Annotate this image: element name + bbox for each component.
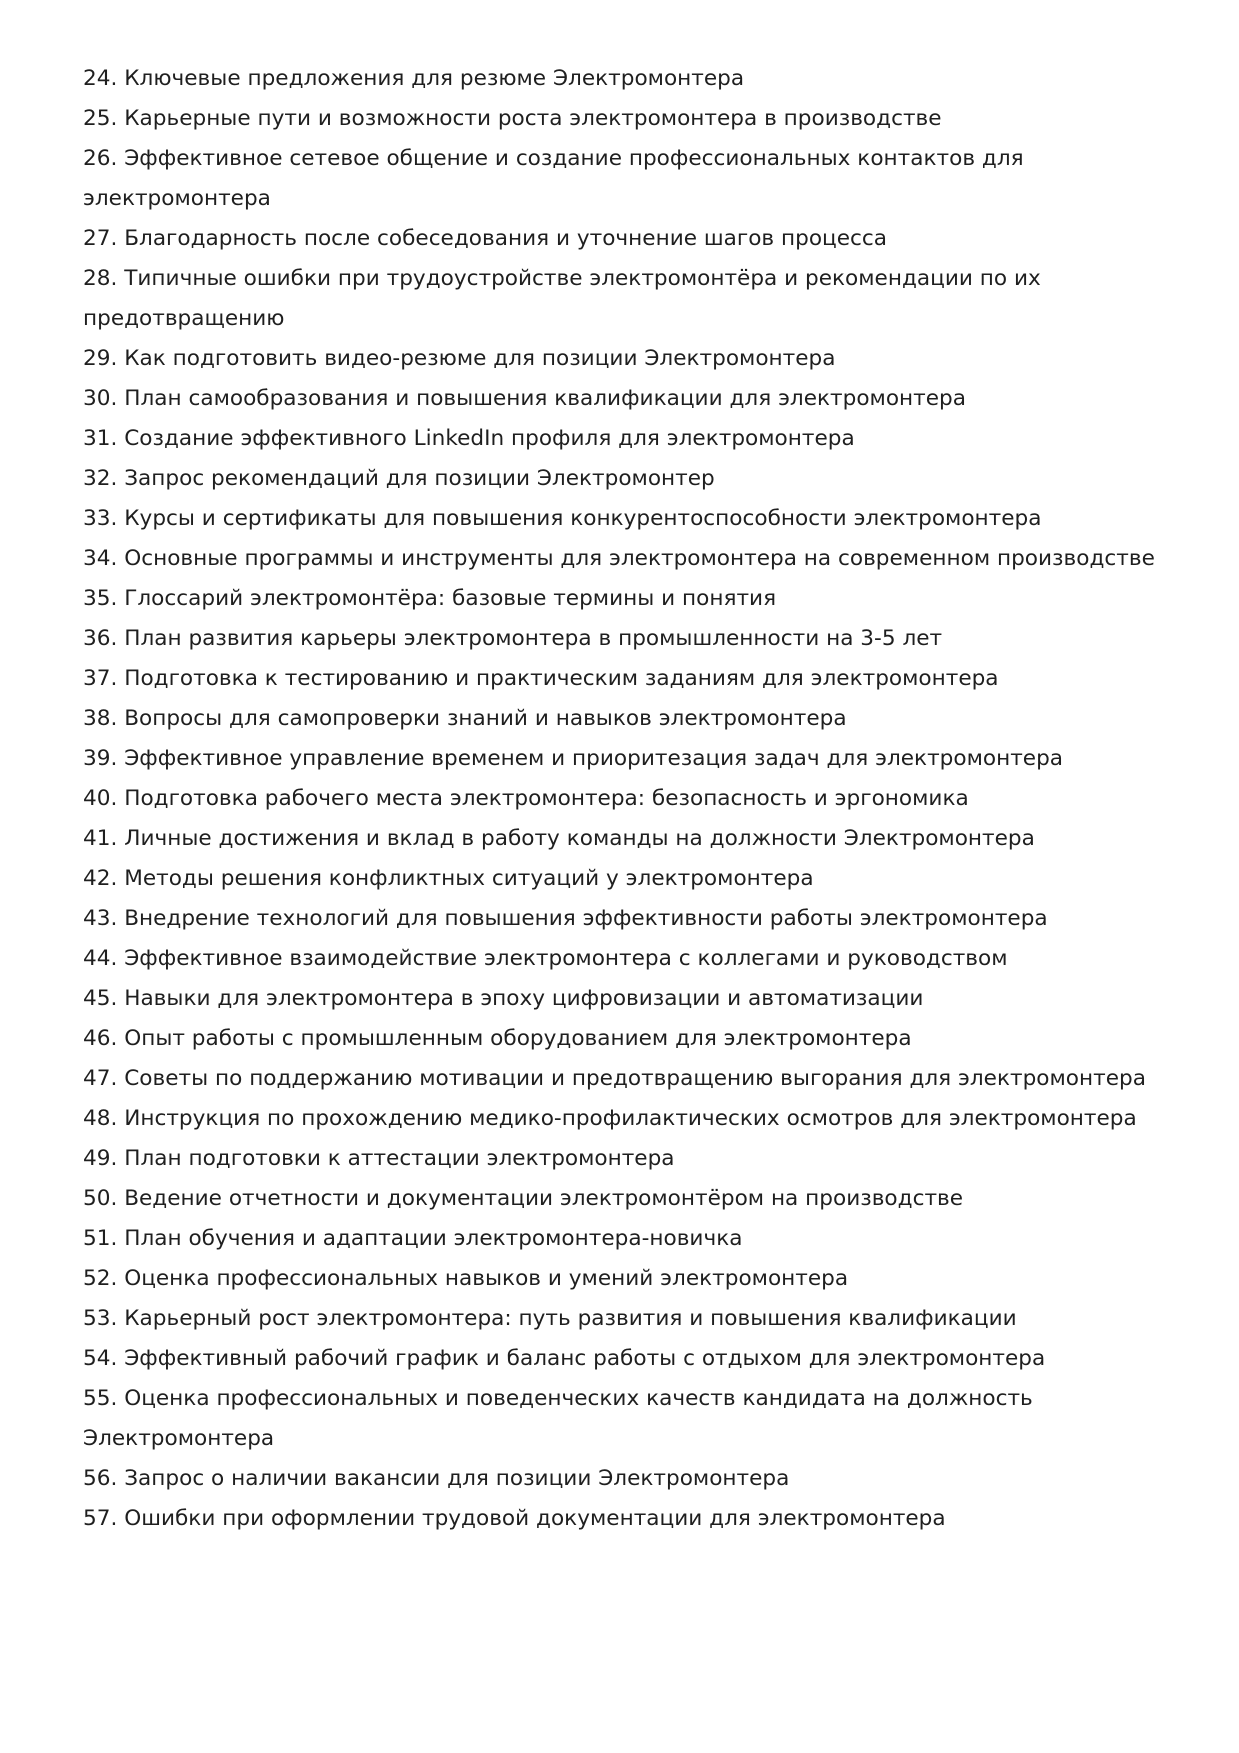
- list-item: 30. План самообразования и повышения квалификации для электромонтера: [83, 386, 966, 411]
- topic-list: [83, 59, 1168, 1539]
- list-item: 55. Оценка профессиональных и поведенческих качеств кандидата на должность Электромонтера: [83, 1386, 1033, 1451]
- list-item: 44. Эффективное взаимодействие электромонтера с коллегами и руководством: [83, 946, 1008, 971]
- list-item: 34. Основные программы и инструменты для электромонтера на современном производстве: [83, 546, 1155, 571]
- list-item: 53. Карьерный рост электромонтера: путь развития и повышения квалификации: [83, 1306, 1017, 1331]
- list-item: 47. Советы по поддержанию мотивации и предотвращению выгорания для электромонтера: [83, 1066, 1146, 1091]
- list-item: 40. Подготовка рабочего места электромонтера: безопасность и эргономика: [83, 786, 969, 811]
- list-item: 45. Навыки для электромонтера в эпоху цифровизации и автоматизации: [83, 986, 924, 1011]
- list-item: 52. Оценка профессиональных навыков и умений электромонтера: [83, 1266, 849, 1291]
- list-item: 26. Эффективное сетевое общение и создание профессиональных контактов для электромонтера: [83, 146, 1024, 211]
- list-item: 27. Благодарность после собеседования и уточнение шагов процесса: [83, 226, 888, 251]
- list-item: 36. План развития карьеры электромонтера в промышленности на 3-5 лет: [83, 626, 943, 651]
- document-page: [83, 59, 1168, 1539]
- list-item: 41. Личные достижения и вклад в работу команды на должности Электромонтера: [83, 826, 1035, 851]
- list-item: 32. Запрос рекомендаций для позиции Электромонтер: [83, 466, 715, 491]
- list-item: 48. Инструкция по прохождению медико-профилактических осмотров для электромонтера: [83, 1106, 1137, 1131]
- list-item: 49. План подготовки к аттестации электромонтера: [83, 1146, 675, 1171]
- list-item: 46. Опыт работы с промышленным оборудованием для электромонтера: [83, 1026, 912, 1051]
- list-item: 24. Ключевые предложения для резюме Электромонтера: [83, 66, 745, 91]
- list-item: 42. Методы решения конфликтных ситуаций у электромонтера: [83, 866, 814, 891]
- list-item: 51. План обучения и адаптации электромонтера-новичка: [83, 1226, 743, 1251]
- list-item: 33. Курсы и сертификаты для повышения конкурентоспособности электромонтера: [83, 506, 1042, 531]
- list-item: 29. Как подготовить видео-резюме для позиции Электромонтера: [83, 346, 836, 371]
- list-item: 54. Эффективный рабочий график и баланс работы с отдыхом для электромонтера: [83, 1346, 1046, 1371]
- list-item: 56. Запрос о наличии вакансии для позиции Электромонтера: [83, 1466, 790, 1491]
- list-item: 50. Ведение отчетности и документации электромонтёром на производстве: [83, 1186, 964, 1211]
- list-item: 31. Создание эффективного LinkedIn профиля для электромонтера: [83, 426, 855, 451]
- list-item: 38. Вопросы для самопроверки знаний и навыков электромонтера: [83, 706, 847, 731]
- list-item: 25. Карьерные пути и возможности роста электромонтера в производстве: [83, 106, 942, 131]
- list-item: 57. Ошибки при оформлении трудовой документации для электромонтера: [83, 1506, 946, 1531]
- list-item: 37. Подготовка к тестированию и практическим заданиям для электромонтера: [83, 666, 999, 691]
- list-item: 35. Глоссарий электромонтёра: базовые термины и понятия: [83, 586, 777, 611]
- list-item: 39. Эффективное управление временем и приоритезация задач для электромонтера: [83, 746, 1064, 771]
- list-item: 43. Внедрение технологий для повышения эффективности работы электромонтера: [83, 906, 1048, 931]
- list-item: 28. Типичные ошибки при трудоустройстве электромонтёра и рекомендации по их предотвращению: [83, 266, 1041, 331]
